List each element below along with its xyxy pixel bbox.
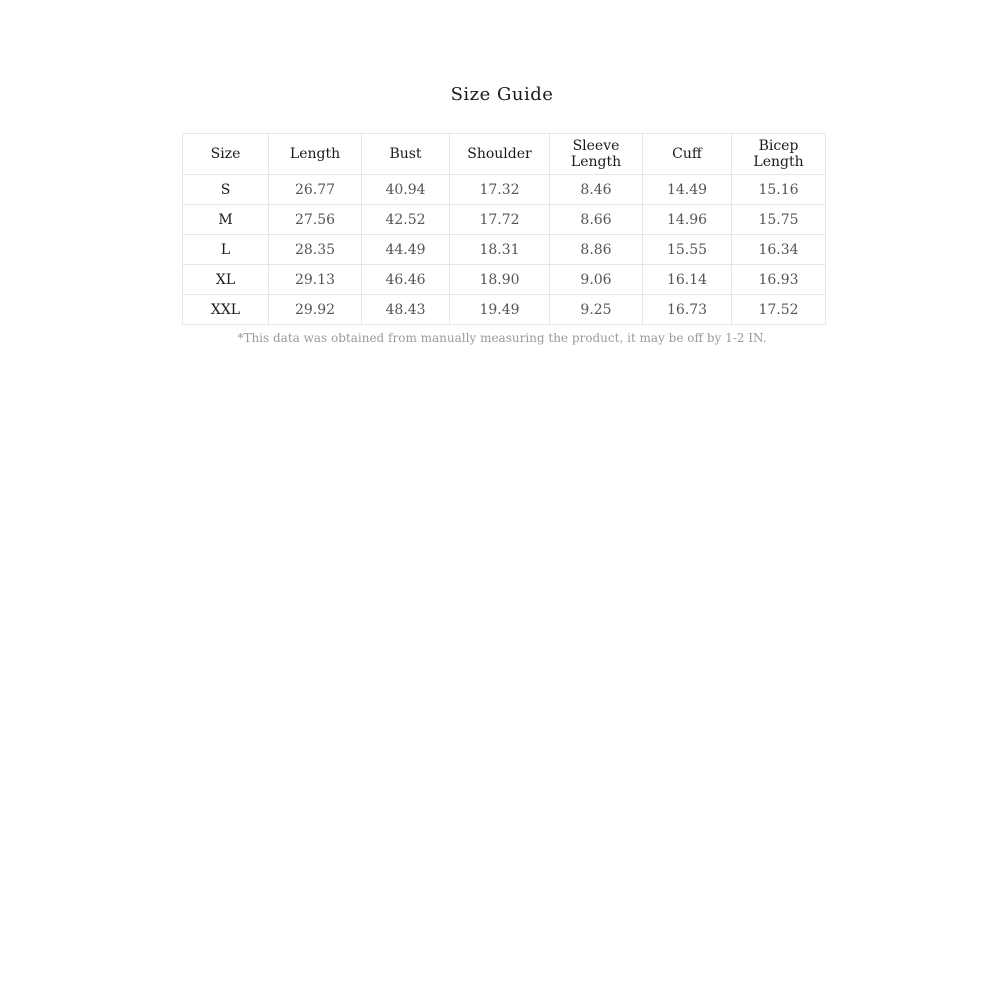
table-row bbox=[183, 235, 826, 265]
header-bicep-length: Bicep Length bbox=[732, 134, 826, 175]
cuff-cell: 15.55 bbox=[643, 235, 732, 265]
size-cell: L bbox=[183, 235, 269, 265]
cuff-cell: 14.49 bbox=[643, 175, 732, 205]
length-cell: 29.92 bbox=[269, 295, 362, 325]
bicep-length-cell: 16.34 bbox=[732, 235, 826, 265]
page-title: Size Guide bbox=[450, 84, 554, 105]
length-cell: 28.35 bbox=[269, 235, 362, 265]
bicep-length-cell: 16.93 bbox=[732, 265, 826, 295]
bust-cell: 48.43 bbox=[362, 295, 450, 325]
size-cell: S bbox=[183, 175, 269, 205]
length-cell: 29.13 bbox=[269, 265, 362, 295]
header-size: Size bbox=[183, 134, 269, 175]
sleeve-length-cell: 8.46 bbox=[550, 175, 643, 205]
size-cell: XL bbox=[183, 265, 269, 295]
bicep-length-cell: 15.16 bbox=[732, 175, 826, 205]
header-shoulder: Shoulder bbox=[450, 134, 550, 175]
sleeve-length-cell: 8.66 bbox=[550, 205, 643, 235]
header-bust: Bust bbox=[362, 134, 450, 175]
table-header-row bbox=[183, 134, 826, 175]
shoulder-cell: 18.90 bbox=[450, 265, 550, 295]
shoulder-cell: 17.72 bbox=[450, 205, 550, 235]
bicep-length-cell: 15.75 bbox=[732, 205, 826, 235]
bust-cell: 40.94 bbox=[362, 175, 450, 205]
size-cell: M bbox=[183, 205, 269, 235]
measurement-note: *This data was obtained from manually measuring the product, it may be off by 1-2 IN. bbox=[237, 331, 767, 345]
bust-cell: 44.49 bbox=[362, 235, 450, 265]
bicep-length-cell: 17.52 bbox=[732, 295, 826, 325]
sleeve-length-cell: 9.06 bbox=[550, 265, 643, 295]
table-row bbox=[183, 295, 826, 325]
table-row bbox=[183, 205, 826, 235]
sleeve-length-cell: 8.86 bbox=[550, 235, 643, 265]
length-cell: 27.56 bbox=[269, 205, 362, 235]
table-row bbox=[183, 265, 826, 295]
sleeve-length-cell: 9.25 bbox=[550, 295, 643, 325]
bust-cell: 46.46 bbox=[362, 265, 450, 295]
cuff-cell: 16.73 bbox=[643, 295, 732, 325]
shoulder-cell: 17.32 bbox=[450, 175, 550, 205]
table-row bbox=[183, 175, 826, 205]
cuff-cell: 14.96 bbox=[643, 205, 732, 235]
bust-cell: 42.52 bbox=[362, 205, 450, 235]
header-sleeve-length: Sleeve Length bbox=[550, 134, 643, 175]
shoulder-cell: 18.31 bbox=[450, 235, 550, 265]
length-cell: 26.77 bbox=[269, 175, 362, 205]
size-table bbox=[182, 133, 826, 325]
shoulder-cell: 19.49 bbox=[450, 295, 550, 325]
header-length: Length bbox=[269, 134, 362, 175]
cuff-cell: 16.14 bbox=[643, 265, 732, 295]
header-cuff: Cuff bbox=[643, 134, 732, 175]
size-cell: XXL bbox=[183, 295, 269, 325]
